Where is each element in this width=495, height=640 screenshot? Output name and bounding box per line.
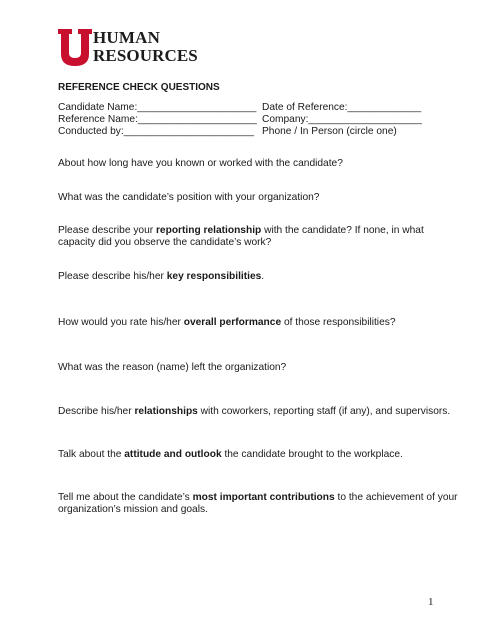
question-text: What was the candidate’s position with your organization?	[58, 192, 320, 203]
question-text: About how long have you known or worked with the candidate?	[58, 158, 343, 169]
question-emphasis: most important contributions	[192, 492, 335, 503]
question-text-end: with the candidate? If none, in what capacity did you observe the candidate’s work?	[58, 225, 424, 248]
question-text-end: the candidate brought to the workplace.	[221, 449, 403, 460]
question-emphasis: key responsibilities	[166, 271, 262, 282]
question-item	[58, 158, 458, 170]
question-item	[58, 492, 458, 516]
question-item	[58, 225, 458, 249]
logo-line-human: HUMAN	[93, 28, 161, 47]
question-text-end: .	[261, 271, 265, 282]
logo-wordmark	[93, 29, 198, 64]
question-item	[58, 362, 458, 374]
question-text-end: with coworkers, reporting staff (if any), and supervisors.	[197, 406, 451, 417]
question-item	[58, 317, 458, 329]
question-item	[58, 271, 458, 283]
question-text: How would you rate his/her	[58, 317, 184, 328]
conducted-by-field: Conducted by:_______________________	[58, 126, 255, 137]
question-text-end: of those responsibilities?	[281, 317, 396, 328]
reference-name-field: Reference Name:_____________________	[58, 114, 257, 125]
question-emphasis: relationships	[134, 406, 198, 417]
question-emphasis: attitude and outlook	[124, 449, 222, 460]
university-logo	[58, 28, 198, 67]
u-block-logo-icon	[58, 29, 92, 67]
question-emphasis: reporting relationship	[155, 225, 262, 236]
question-text: Tell me about the candidate’s	[58, 492, 193, 503]
question-text: Please describe his/her	[58, 271, 167, 282]
question-text: What was the reason (name) left the organization?	[58, 362, 287, 373]
question-text: Talk about the	[58, 449, 125, 460]
question-text: Describe his/her	[58, 406, 135, 417]
candidate-name-field: Candidate Name:_____________________	[58, 102, 257, 113]
logo-line-resources: RESOURCES	[93, 46, 198, 65]
question-emphasis: overall performance	[183, 317, 282, 328]
phone-in-person-field: Phone / In Person (circle one)	[262, 126, 397, 137]
question-item	[58, 406, 458, 418]
company-field: Company:____________________	[262, 114, 422, 125]
question-item	[58, 192, 458, 204]
document-title: REFERENCE CHECK QUESTIONS	[58, 82, 220, 93]
date-of-reference-field: Date of Reference:_____________	[262, 102, 422, 113]
question-text-end: to the achievement of your organization’s mission and goals.	[58, 492, 458, 515]
question-text: Please describe your	[58, 225, 156, 236]
question-item	[58, 449, 458, 461]
page-number: 1	[428, 596, 434, 608]
